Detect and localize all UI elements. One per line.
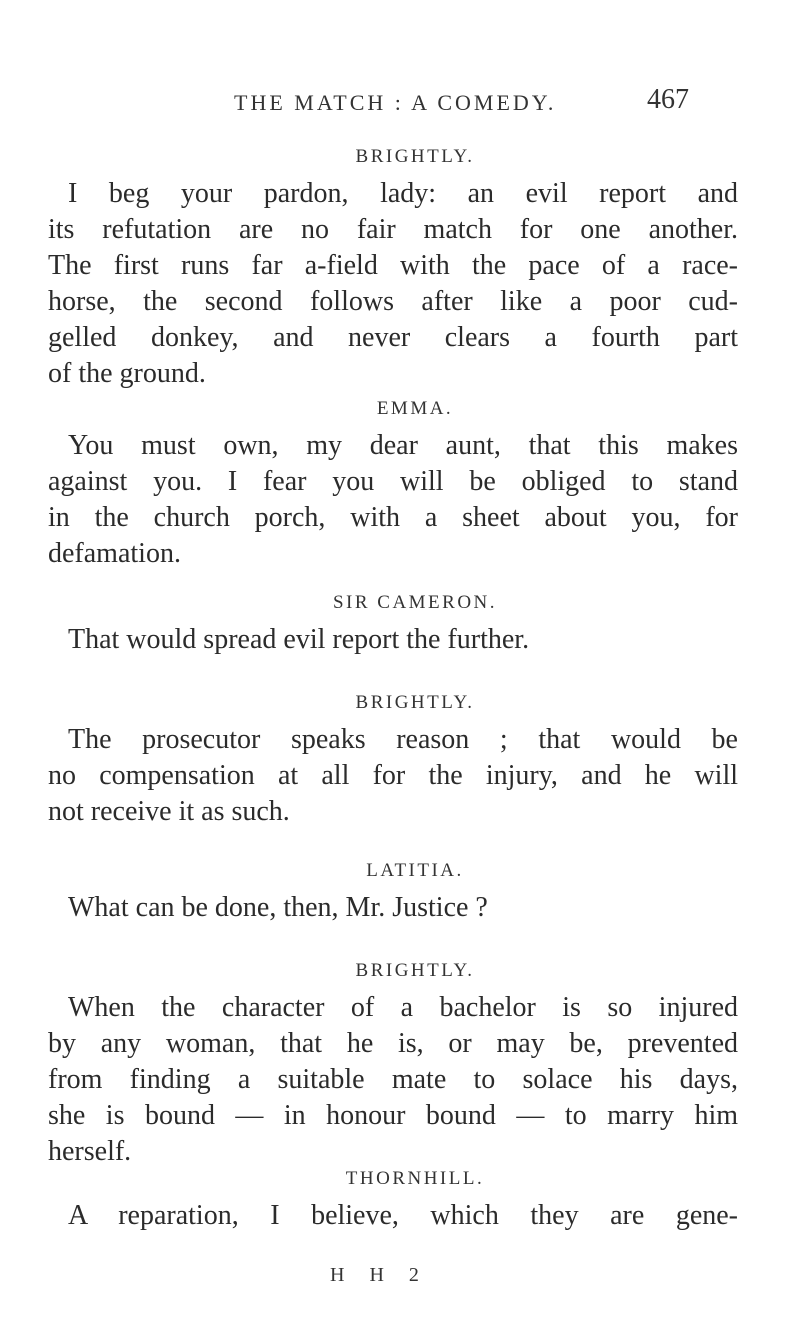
speech-emma xyxy=(0,396,800,572)
speech-line: What can be done, then, Mr. Justice ? xyxy=(68,892,488,923)
speech-line: When the character of a bachelor is so injured xyxy=(68,992,738,1023)
speech-line: A reparation, I believe, which they are gene- xyxy=(68,1200,738,1231)
speech-brightly-2 xyxy=(0,690,800,830)
signature-mark: H H 2 xyxy=(330,1264,429,1286)
speech-line: I beg your pardon, lady: an evil report and xyxy=(68,178,738,209)
speaker-name: BRIGHTLY. xyxy=(355,960,475,981)
speech-line: from finding a suitable mate to solace his days, xyxy=(48,1064,738,1095)
speech-line: its refutation are no fair match for one another. xyxy=(48,214,738,245)
speech-thornhill xyxy=(0,1166,800,1234)
speech-line: That would spread evil report the further. xyxy=(68,624,530,655)
speech-line: defamation. xyxy=(48,538,181,569)
speaker-name: THORNHILL. xyxy=(345,1168,485,1189)
speaker-name: LATITIA. xyxy=(366,860,464,881)
speech-line: The prosecutor speaks reason ; that would be xyxy=(68,724,738,755)
speaker-name: BRIGHTLY. xyxy=(355,692,475,713)
speech-brightly-1 xyxy=(0,144,800,392)
speech-line: against you. I fear you will be obliged to stand xyxy=(48,466,738,497)
running-head xyxy=(0,84,800,124)
speech-line: in the church porch, with a sheet about you, for xyxy=(48,502,738,533)
page-number: 467 xyxy=(647,84,689,115)
speech-line: herself. xyxy=(48,1136,132,1167)
speech-line: gelled donkey, and never clears a fourth part xyxy=(48,322,738,353)
speech-line: no compensation at all for the injury, and he will xyxy=(48,760,738,791)
speech-line: of the ground. xyxy=(48,358,206,389)
speech-sir-cameron xyxy=(0,590,800,658)
speech-line: not receive it as such. xyxy=(48,796,290,827)
running-title: THE MATCH : A COMEDY. xyxy=(234,90,557,115)
speaker-name: EMMA. xyxy=(376,398,454,419)
speech-line: You must own, my dear aunt, that this makes xyxy=(68,430,738,461)
speaker-name: SIR CAMERON. xyxy=(332,592,498,613)
speech-line: she is bound — in honour bound — to marry him xyxy=(48,1100,738,1131)
speech-brightly-3 xyxy=(0,958,800,1170)
speech-latitia xyxy=(0,858,800,926)
speech-line: The first runs far a-field with the pace of a race- xyxy=(48,250,738,281)
speaker-name: BRIGHTLY. xyxy=(355,146,475,167)
speech-line: horse, the second follows after like a poor cud- xyxy=(48,286,738,317)
speech-line: by any woman, that he is, or may be, prevented xyxy=(48,1028,738,1059)
